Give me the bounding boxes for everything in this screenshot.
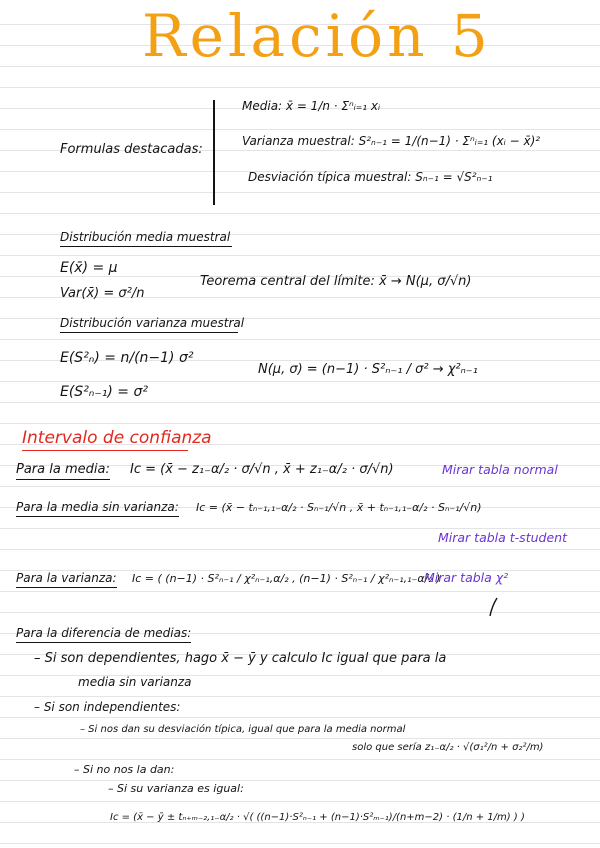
intervalo-heading: Intervalo de confianza [22, 428, 188, 451]
media-sin-label: Para la media sin varianza: [16, 500, 179, 517]
varianza-igual-line: – Si su varianza es igual: [108, 782, 244, 795]
dependientes-line-1: – Si son dependientes, hago x̄ − ȳ y calculo Ic igual que para la [34, 651, 447, 666]
media-note: Mirar tabla normal [442, 462, 558, 477]
dist-media-esperanza: E(x̄) = μ [60, 260, 118, 276]
no-dan-line: – Si no nos la dan: [74, 763, 175, 776]
dist-media-var: Var(x̄) = σ²/n [60, 286, 145, 301]
diferencia-heading: Para la diferencia de medias: [16, 626, 191, 643]
formula-desviacion: Desviación típica muestral: Sₙ₋₁ = √S²ₙ₋₁ [248, 170, 493, 184]
formulas-label: Formulas destacadas: [60, 142, 203, 157]
formula-media: Media: x̄ = 1/n · Σⁿᵢ₌₁ xᵢ [242, 99, 381, 113]
dependientes-line-2: media sin varianza [78, 675, 192, 689]
dist-varianza-normal: N(μ, σ) = (n−1) · S²ₙ₋₁ / σ² → χ²ₙ₋₁ [258, 362, 478, 377]
varianza-formula: Ic = ( (n−1) · S²ₙ₋₁ / χ²ₙ₋₁,α/₂ , (n−1) · S²ₙ₋₁ / χ²ₙ₋₁,₁₋α/₂ ) [132, 572, 441, 585]
media-label: Para la media: [16, 462, 110, 480]
dist-varianza-heading: Distribución varianza muestral [60, 316, 238, 333]
independientes-line: – Si son independientes: [34, 700, 181, 714]
varianza-note: Mirar tabla χ² [424, 570, 509, 585]
formula-final: Ic = (x̄ − ȳ ± tₙ₊ₘ₋₂,₁₋α/₂ · √( ((n−1)·S²ₙ₋₁ + (n−1)·S²ₘ₋₁)/(n+m−2) · (1/n + 1/m) ) ) [110, 812, 525, 823]
media-formula: Ic = (x̄ − z₁₋α/₂ · σ/√n , x̄ + z₁₋α/₂ · σ/√n) [130, 462, 394, 477]
dan-desviacion-line: – Si nos dan su desviación típica, igual que para la media normal [80, 724, 406, 735]
media-sin-note: Mirar tabla t-student [438, 530, 567, 545]
dist-varianza-e1: E(S²ₙ) = n/(n−1) σ² [60, 350, 194, 366]
dist-varianza-e2: E(S²ₙ₋₁) = σ² [60, 384, 148, 400]
dist-media-heading: Distribución media muestral [60, 230, 232, 247]
solo-que-line: solo que sería z₁₋α/₂ · √(σ₁²/n + σ₂²/m) [352, 742, 544, 753]
page-title: Relación 5 [142, 2, 492, 70]
dist-media-teorema: Teorema central del límite: x̄ → N(μ, σ/√n) [200, 274, 472, 289]
formula-varianza: Varianza muestral: S²ₙ₋₁ = 1/(n−1) · Σⁿᵢ₌₁ (xᵢ − x̄)² [242, 134, 541, 148]
media-sin-formula: Ic = (x̄ − tₙ₋₁,₁₋α/₂ · Sₙ₋₁/√n , x̄ + tₙ₋₁,₁₋α/₂ · Sₙ₋₁/√n) [196, 501, 482, 514]
varianza-label: Para la varianza: [16, 571, 117, 588]
